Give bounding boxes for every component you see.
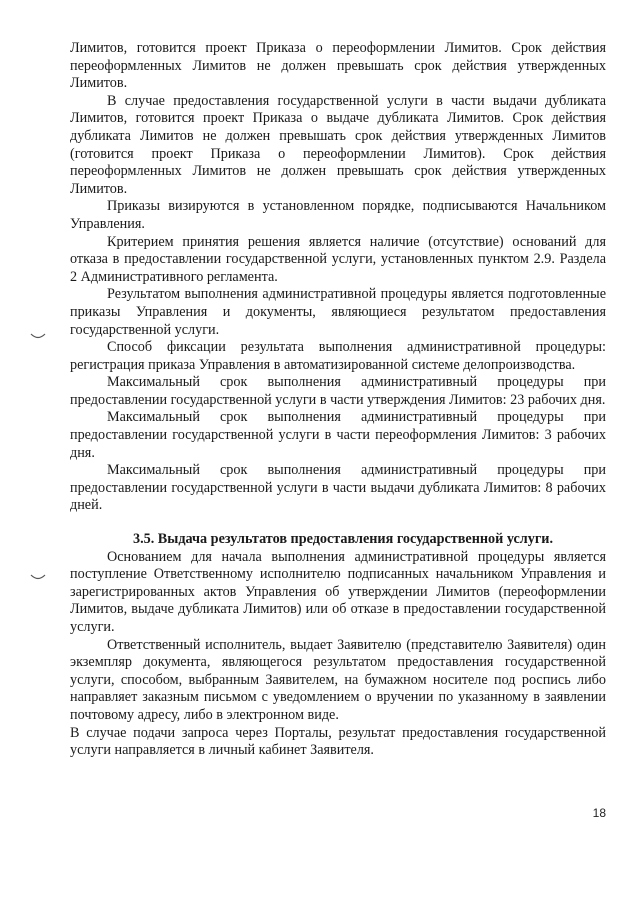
paragraph: Приказы визируются в установленном порядке, подписываются Начальником Управления. [70, 198, 606, 232]
paragraph: В случае предоставления государственной услуги в части выдачи дубликата Лимитов, готовится проект Приказа о выдаче дубликата Лимитов. Срок действия дубликата Лимитов не должен превышать срок действия утвержденных Лимитов (готовится проект Приказа о переоформлении Лимитов). Срок действия переоформленных Лимитов не должен превышать срок действия утвержденных Лимитов. [70, 92, 606, 197]
paragraph: Максимальный срок выполнения административный процедуры при предоставлении государственной услуги в части переоформления Лимитов: 3 рабочих дня. [70, 409, 606, 461]
paragraph: Основанием для начала выполнения административной процедуры является поступление Ответственному исполнителю подписанных начальником Управления и зарегистрированных актов Управления об утверждении Лимитов (переоформлении Лимитов, выдаче дубликата Лимитов) или об отказе в предоставлении государственной услуги. [70, 548, 606, 635]
punch-hole-mark [30, 574, 46, 582]
page-number: 18 [592, 806, 606, 820]
paragraph: Лимитов, готовится проект Приказа о переоформлении Лимитов. Срок действия переоформленных Лимитов не должен превышать срок действия утвержденных Лимитов. [70, 40, 606, 92]
paragraph: В случае подачи запроса через Порталы, результат предоставления государственной услуги направляется в личный кабинет Заявителя. [70, 724, 606, 759]
punch-hole-mark [30, 333, 46, 341]
document-body [70, 40, 606, 760]
section-heading: 3.5. Выдача результатов предоставления государственной услуги. [132, 531, 554, 548]
paragraph: Результатом выполнения административной процедуры является подготовленные приказы Управления и документы, являющиеся результатом предоставления государственной услуги. [70, 286, 606, 338]
paragraph: Максимальный срок выполнения административный процедуры при предоставлении государственной услуги в части выдачи дубликата Лимитов: 8 рабочих дней. [70, 462, 606, 514]
paragraph: Способ фиксации результата выполнения административной процедуры: регистрация приказа Управления в автоматизированной системе делопроизводства. [70, 339, 606, 373]
paragraph: Максимальный срок выполнения административный процедуры при предоставлении государственной услуги в части утверждения Лимитов: 23 рабочих дня. [70, 374, 606, 408]
paragraph: Критерием принятия решения является наличие (отсутствие) оснований для отказа в предоставлении государственной услуги, установленных пунктом 2.9. Раздела 2 Административного регламента. [70, 233, 606, 285]
paragraph: Ответственный исполнитель, выдает Заявителю (представителю Заявителя) один экземпляр документа, являющегося результатом предоставления государственной услуги, способом, выбранным Заявителем, на бумажном носителе под роспись либо направляет заказным письмом с уведомлением о вручении по указанному в заявлении почтовому адресу, либо в электронном виде. [70, 636, 606, 723]
